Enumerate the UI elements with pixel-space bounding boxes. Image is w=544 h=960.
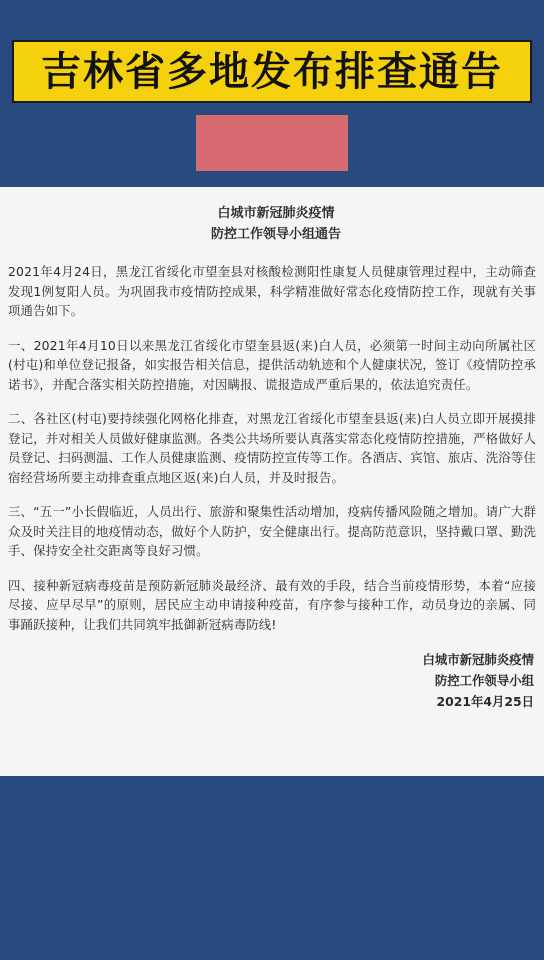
notice-document [0, 187, 544, 776]
notice-title-line2: 防控工作领导小组通告 [210, 227, 341, 242]
notice-title-line1: 白城市新冠肺炎疫情 [217, 206, 335, 221]
notice-paragraph-1: 一、2021年4月10日以来黑龙江省绥化市望奎县返(来)白人员，必须第一时间主动向所属社区(村屯)和单位登记报备，如实报告相关信息，提供活动轨迹和个人健康状况，签订《疫情防控承诺书》，并配合落实相关防控措施，对因瞒报、谎报造成严重后果的，依法追究责任。 [8, 337, 536, 392]
redacted-block [196, 115, 348, 171]
signature-line2: 防控工作领导小组 [434, 673, 534, 688]
notice-paragraph-3: 三、“五一”小长假临近，人员出行、旅游和聚集性活动增加，疫病传播风险随之增加。请广大群众及时关注目的地疫情动态，做好个人防护，安全健康出行。提高防范意识，坚持戴口罩、勤洗手、保持安全社交距离等良好习惯。 [8, 504, 536, 558]
signature-line1: 白城市新冠肺炎疫情 [422, 652, 534, 667]
headline-text: 吉林省多地发布排查通告 [41, 48, 503, 95]
notice-paragraph-4: 四、接种新冠病毒疫苗是预防新冠肺炎最经济、最有效的手段，结合当前疫情形势，本着“应接尽接、应早尽早”的原则，居民应主动申请接种疫苗，有序参与接种工作，动员身边的亲属、同事踊跃接种，让我们共同筑牢抵御新冠病毒防线! [8, 577, 536, 632]
notice-paragraph-2: 二、各社区(村屯)要持续强化网格化排查，对黑龙江省绥化市望奎县返(来)白人员立即开展摸排登记，并对相关人员做好健康监测。各类公共场所要认真落实常态化疫情防控措施，严格做好人员登记、扫码测温、工作人员健康监测、疫情防控宣传等工作。各酒店、宾馆、旅店、洗浴等住宿经营场所要主动排查重点地区返(来)白人员，并及时报告。 [8, 411, 536, 485]
notice-title [16, 203, 536, 245]
notice-paragraph-intro: 2021年4月24日，黑龙江省绥化市望奎县对核酸检测阳性康复人员健康管理过程中，主动筛查发现1例复阳人员。为巩固我市疫情防控成果，科学精准做好常态化疫情防控工作，现就有关事项通告如下。 [8, 264, 536, 318]
signature-date: 2021年4月25日 [436, 694, 534, 709]
headline-banner [12, 40, 532, 103]
notice-signature [8, 649, 536, 712]
